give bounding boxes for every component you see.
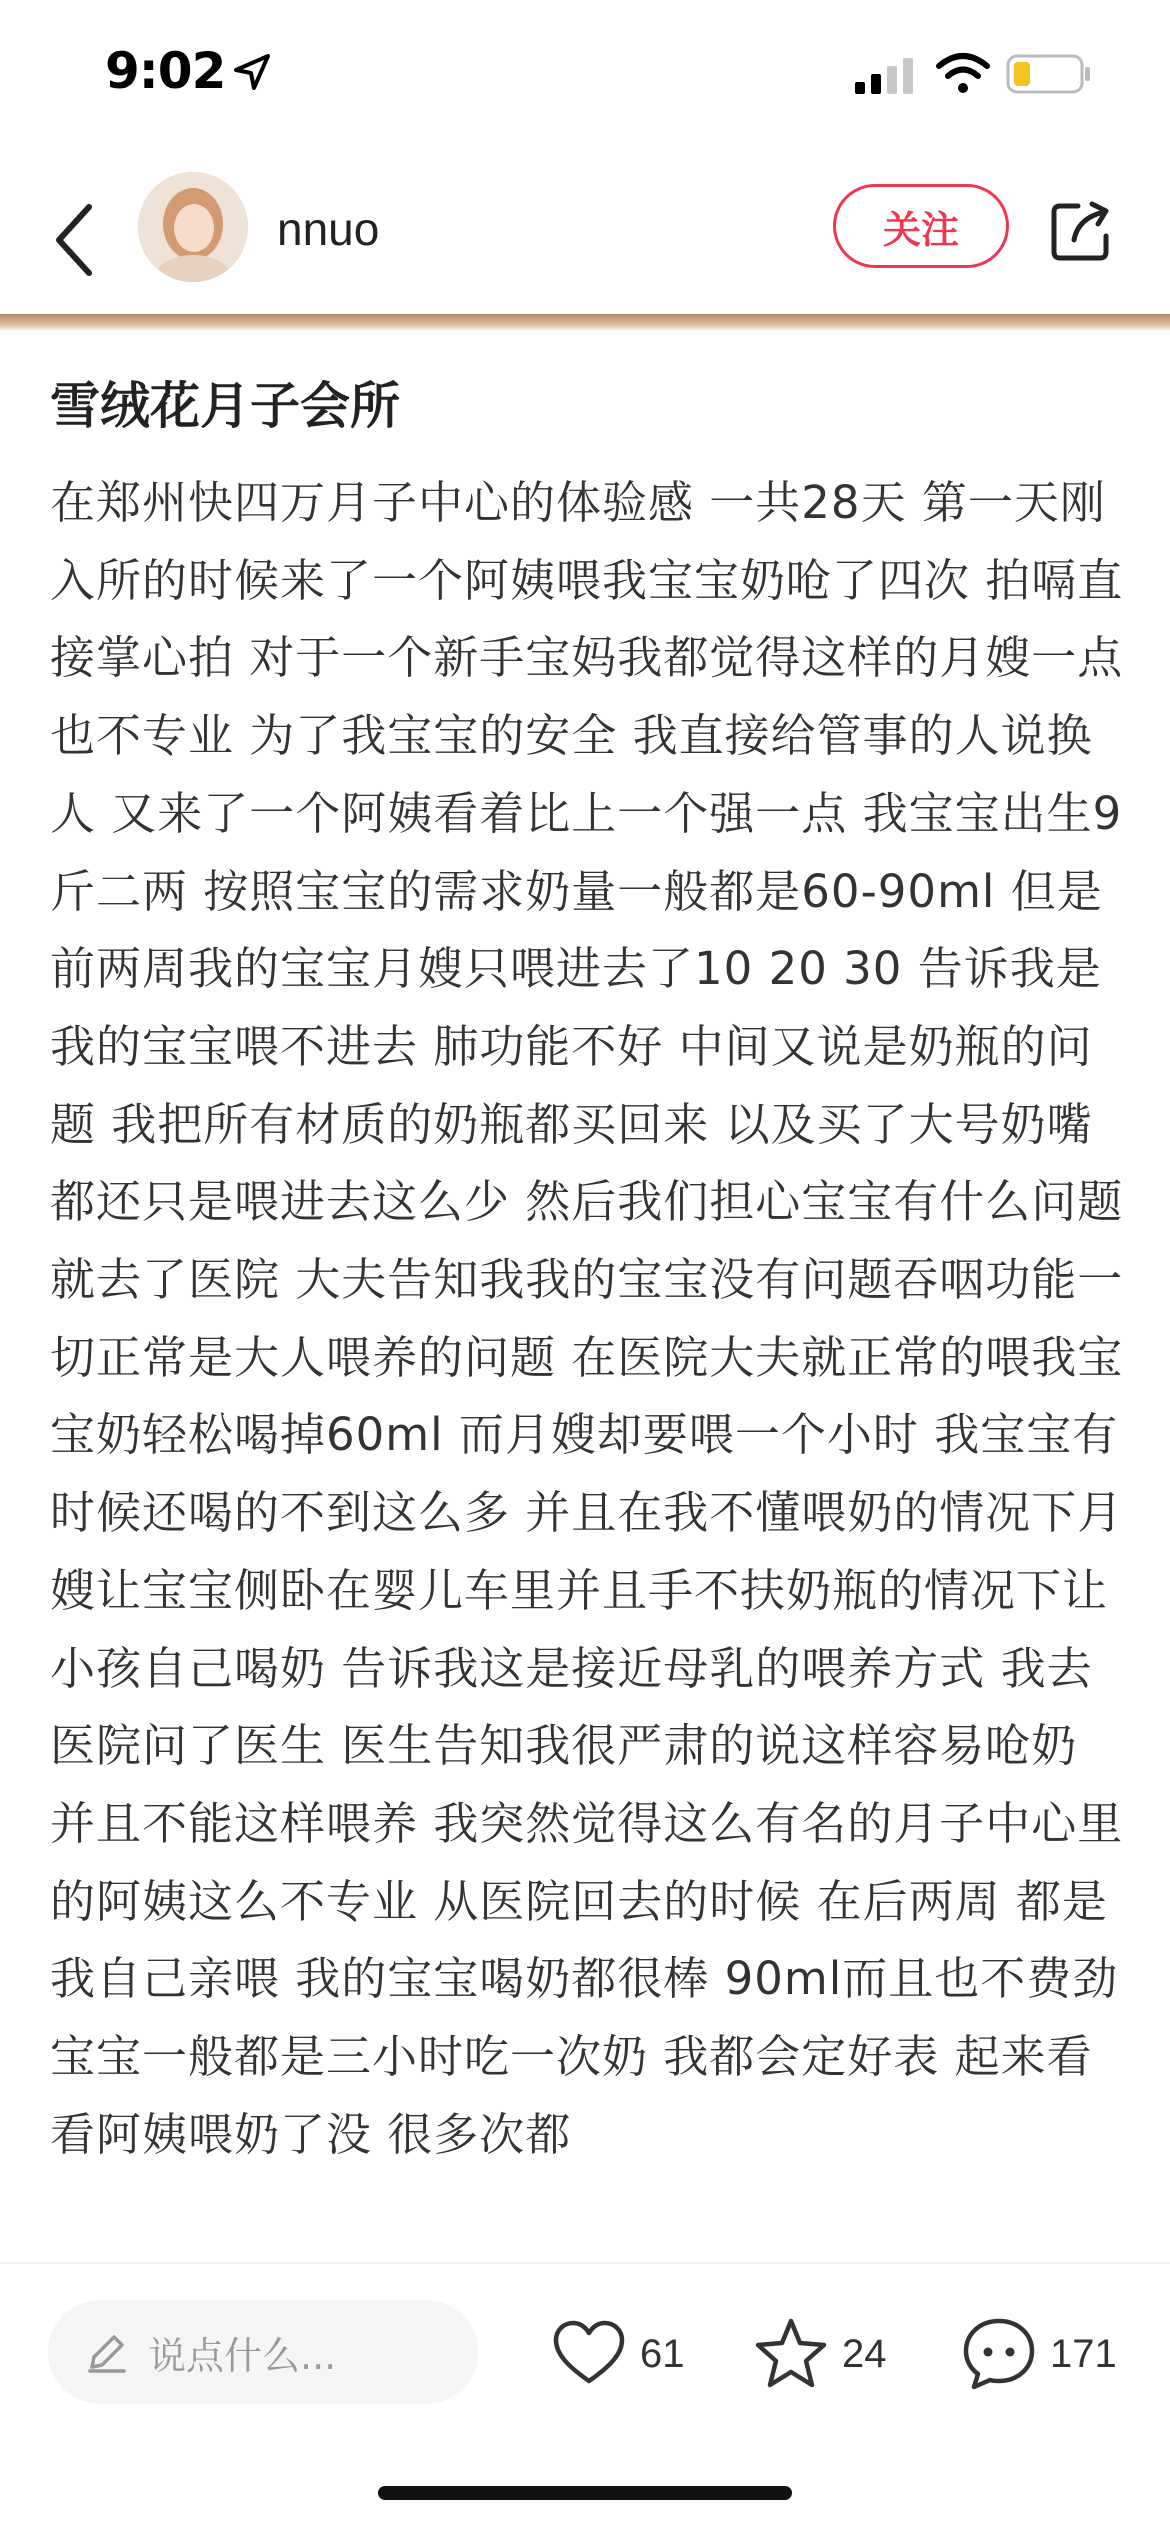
back-icon[interactable] — [45, 195, 105, 285]
like-button[interactable] — [550, 2314, 685, 2394]
battery-low-icon — [1006, 54, 1092, 94]
post-image-edge — [0, 314, 1170, 330]
username[interactable]: nnuo — [277, 203, 380, 255]
location-arrow-icon — [232, 52, 272, 92]
star-icon — [752, 2315, 830, 2393]
comment-bubble-icon — [960, 2315, 1038, 2393]
heart-icon — [550, 2315, 628, 2393]
pencil-icon — [84, 2329, 130, 2375]
comment-count: 171 — [1050, 2331, 1117, 2376]
wifi-icon — [935, 52, 991, 96]
post-header — [0, 160, 1170, 320]
status-bar — [0, 0, 1170, 150]
comment-button[interactable] — [960, 2314, 1117, 2394]
follow-button[interactable]: 关注 — [833, 184, 1009, 268]
post-title: 雪绒花月子会所 — [50, 377, 400, 435]
post-body: 在郑州快四万月子中心的体验感 一共28天 第一天刚入所的时候来了一个阿姨喂我宝宝奶呛了四次 拍嗝直接掌心拍 对于一个新手宝妈我都觉得这样的月嫂一点也不专业 为了我宝宝的安全 我直接给管事的人说换人 又来了一个阿姨看着比上一个强一点 我宝宝出生9斤二两 按照宝宝的需求奶量一般都是60-90ml 但是前两周我的宝宝月嫂只喂进去了10 20 30 告诉我是我的宝宝喂不进去 肺功能不好 中间又说是奶瓶的问题 我把所有材质的奶瓶都买回来 以及买了大号奶嘴 都还只是喂进去这么少 然后我们担心宝宝有什么问题 就去了医院 大夫告知我我的宝宝没有问题吞咽功能一切正常是大人喂养的问题 在医院大夫就正常的喂我宝宝奶轻松喝掉60ml 而月嫂却要喂一个小时 我宝宝有时候还喝的不到这么多 并且在我不懂喂奶的情况下月嫂让宝宝侧卧在婴儿车里并且手不扶奶瓶的情况下让小孩自己喝奶 告诉我这是接近母乳的喂养方式 我去医院问了医生 医生告知我很严肃的说这样容易呛奶 并且不能这样喂养 我突然觉得这么有名的月子中心里的阿姨这么不专业 从医院回去的时候 在后两周 都是我自己亲喂 我的宝宝喝奶都很棒 90ml而且也不费劲 宝宝一般都是三小时吃一次奶 我都会定好表 起来看看阿姨喂奶了没 很多次都 — [50, 476, 1124, 2161]
collect-button[interactable] — [752, 2314, 887, 2394]
status-time: 9:02 — [105, 42, 226, 100]
avatar[interactable] — [138, 172, 248, 282]
avatar-image — [138, 172, 248, 282]
comment-placeholder: 说点什么... — [148, 2333, 337, 2378]
collect-count: 24 — [842, 2331, 887, 2376]
cellular-signal-icon — [855, 58, 915, 94]
home-indicator[interactable] — [378, 2486, 792, 2500]
post-content — [50, 350, 1125, 2250]
bottom-action-bar — [0, 2262, 1170, 2532]
share-icon[interactable] — [1048, 198, 1114, 264]
comment-input[interactable] — [48, 2300, 478, 2404]
like-count: 61 — [640, 2331, 685, 2376]
